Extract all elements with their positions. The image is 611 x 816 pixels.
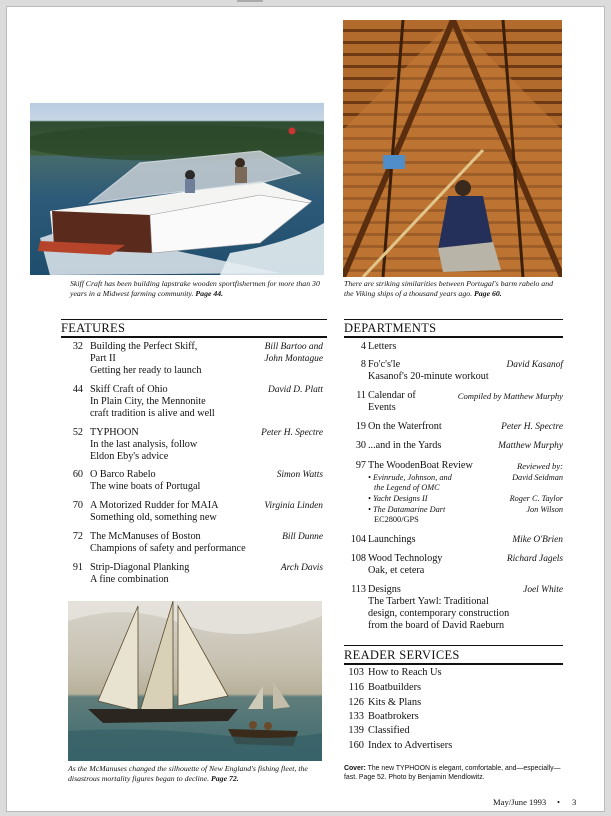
page-number: 30: [355, 440, 366, 451]
review-item-line: • The Datamarine Dart: [368, 505, 446, 514]
page-number: 72: [72, 531, 83, 542]
dept-title: Wood Technology: [368, 553, 443, 564]
departments-bottom-rule: [344, 336, 563, 338]
skiff-boat-photo: [30, 103, 324, 275]
cover-text: The new TYPHOON is elegant, comfortable, and—especially—fast. Page 52. Photo by Benjamin Mendlowitz.: [344, 765, 561, 781]
page-number: 32: [72, 341, 83, 352]
dept-title: Launchings: [368, 534, 416, 545]
features-bottom-rule: [61, 336, 327, 338]
departments-top-rule: [344, 319, 563, 320]
dept-author: Richard Jagels: [506, 554, 563, 564]
page-number: 70: [72, 500, 83, 511]
cover-credit: [344, 765, 562, 782]
feature-dek-line2: craft tradition is alive and well: [90, 408, 215, 419]
dept-author: Peter H. Spectre: [501, 422, 563, 432]
top-edge-mark: [237, 0, 263, 2]
page-number: 108: [350, 553, 366, 564]
rabelo-hull-photo: [343, 20, 562, 277]
reader-title: Index to Advertisers: [368, 740, 453, 751]
page-number: 8: [360, 359, 366, 370]
feature-author: Peter H. Spectre: [261, 428, 323, 438]
dept-author: Matthew Murphy: [498, 441, 563, 451]
dept-author: Joel White: [523, 585, 563, 595]
features-top-rule: [61, 319, 327, 320]
reader-services-heading: READER SERVICES: [344, 648, 460, 662]
reader-services-bottom-rule: [344, 663, 563, 665]
feature-dek: Getting her ready to launch: [90, 365, 202, 376]
feature-title-line2: Part II: [90, 353, 116, 364]
feature-dek: In Plain City, the Mennonite: [90, 396, 206, 407]
page-number: 19: [355, 421, 366, 432]
page-number: 4: [360, 341, 366, 352]
skiff-caption: Skiff Craft has been building lapstrake wooden sportfishermen for more than 30 years in a Midwest farming community. Page 44.: [70, 279, 320, 298]
page-number: 113: [351, 584, 366, 595]
review-author: Jon Wilson: [526, 505, 563, 514]
page-number: 11: [356, 390, 366, 401]
dept-title: Letters: [368, 341, 397, 352]
page-number: 103: [348, 667, 364, 678]
feature-author: Virginia Linden: [264, 501, 323, 511]
dept-title-line2: Events: [368, 402, 396, 413]
page-number: 44: [72, 384, 83, 395]
feature-author: Arch Davis: [280, 563, 323, 573]
feature-title: TYPHOON: [90, 427, 139, 438]
page-number: 52: [72, 427, 83, 438]
review-item-line: • Evinrude, Johnson, and: [368, 473, 452, 482]
dept-title: Fo'c's'le: [368, 359, 401, 370]
page-number: 60: [72, 469, 83, 480]
page-number: 91: [72, 562, 83, 573]
painting-caption: As the McManuses changed the silhouette of New England's fishing fleet, the disastrous mortality figures began to decline. Page 72.: [68, 764, 308, 783]
reader-title: Boatbrokers: [368, 711, 419, 722]
review-author: Roger C. Taylor: [509, 494, 563, 503]
folio-bullet: •: [557, 797, 561, 807]
page-number: 133: [348, 711, 364, 722]
dept-dek-line3: from the board of David Raeburn: [368, 620, 505, 631]
dept-dek-line2: design, contemporary construction: [368, 608, 510, 619]
feature-dek-line2: Eldon Eby's advice: [90, 451, 169, 462]
page-number: 139: [348, 725, 364, 736]
cover-label: Cover:: [344, 765, 366, 772]
dept-author: David Kasanof: [506, 360, 563, 370]
dept-author: Mike O'Brien: [512, 535, 563, 545]
feature-dek: In the last analysis, follow: [90, 439, 198, 450]
feature-author: David D. Platt: [268, 385, 323, 395]
review-item-yacht-designs[interactable]: [368, 494, 428, 504]
rabelo-caption: There are striking similarities between Portugal's barm rabelo and the Viking ships of a thousand years ago. Page 60.: [344, 279, 553, 298]
page-number: 116: [348, 682, 364, 693]
page-number: 160: [348, 740, 364, 751]
page-number: 126: [348, 697, 364, 708]
feature-author: Bill Bartoo and: [264, 342, 323, 352]
dept-dek: The Tarbert Yawl: Traditional: [368, 596, 489, 607]
feature-dek: The wine boats of Portugal: [90, 481, 201, 492]
page-number: 104: [350, 534, 366, 545]
reader-title: Boatbuilders: [368, 682, 422, 693]
dept-title: The WoodenBoat Review: [368, 460, 473, 471]
feature-author: Bill Dunne: [282, 532, 323, 542]
dept-dek: Oak, et cetera: [368, 565, 425, 576]
dept-author: Compiled by Matthew Murphy: [457, 391, 563, 401]
feature-title: Strip-Diagonal Planking: [90, 562, 190, 573]
feature-dek: Something old, something new: [90, 512, 217, 523]
review-item-line2: the Legend of OMC: [374, 482, 440, 492]
dept-title: On the Waterfront: [368, 421, 442, 432]
feature-title: The McManuses of Boston: [90, 531, 201, 542]
dept-author: Reviewed by:: [516, 461, 563, 471]
reader-title: Kits & Plans: [368, 697, 422, 708]
review-item-line2: EC2800/GPS: [374, 514, 419, 524]
review-item-line: • Yacht Designs II: [368, 494, 428, 503]
feature-author-line2: John Montague: [264, 354, 323, 364]
feature-dek: Champions of safety and performance: [90, 543, 246, 554]
review-author: David Seidman: [512, 473, 563, 482]
dept-dek: Kasanof's 20-minute workout: [368, 371, 489, 382]
page-number-folio: 3: [572, 797, 577, 807]
dept-title: Calendar of: [368, 390, 416, 401]
issue-date: May/June 1993: [493, 797, 547, 807]
feature-title: O Barco Rabelo: [90, 469, 156, 480]
reader-title: Classified: [368, 725, 410, 736]
feature-author: Simon Watts: [276, 470, 323, 480]
review-item-omc[interactable]: [368, 473, 452, 492]
feature-title: Skiff Craft of Ohio: [90, 384, 168, 395]
dept-title: Designs: [368, 584, 401, 595]
page-number: 97: [355, 460, 366, 471]
review-item-datamarine[interactable]: [368, 505, 445, 524]
reader-title: How to Reach Us: [368, 667, 442, 678]
feature-title: Building the Perfect Skiff,: [90, 341, 198, 352]
mcmanus-schooner-painting: [68, 601, 322, 761]
feature-title: A Motorized Rudder for MAIA: [90, 500, 219, 511]
dept-title: ...and in the Yards: [368, 440, 442, 451]
departments-heading: DEPARTMENTS: [344, 321, 437, 335]
feature-dek: A fine combination: [90, 574, 169, 585]
features-heading: FEATURES: [61, 321, 126, 335]
reader-services-top-rule: [344, 645, 563, 646]
